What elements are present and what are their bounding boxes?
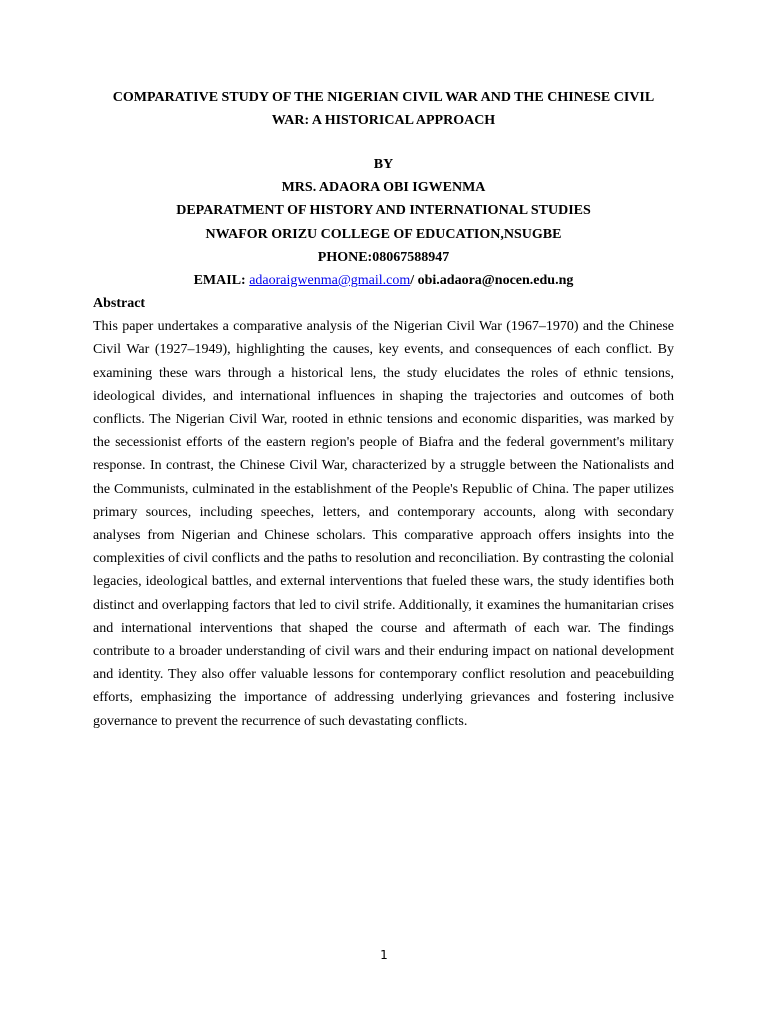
- abstract-body: This paper undertakes a comparative analysis of the Nigerian Civil War (1967–1970) and the Chinese Civil War (1927–1949), highlighting the causes, key events, and consequences of each conflict. By examining these wars through a historical lens, the study elucidates the roles of ethnic tensions, ideological divides, and international influences in shaping the trajectories and outcomes of both conflicts. The Nigerian Civil War, rooted in ethnic tensions and economic disparities, was marked by the secessionist efforts of the eastern region's people of Biafra and the federal government's military response. In contrast, the Chinese Civil War, characterized by a struggle between the Nationalists and the Communists, culminated in the establishment of the People's Republic of China. The paper utilizes primary sources, including speeches, letters, and contemporary accounts, along with secondary analyses from Nigerian and Chinese scholars. This comparative approach offers insights into the complexities of civil conflicts and the paths to resolution and reconciliation. By contrasting the colonial legacies, ideological battles, and external interventions that fueled these wars, the study identifies both distinct and overlapping factors that led to civil strife. Additionally, it examines the humanitarian crises and international interventions that shaped the course and aftermath of each war. The findings contribute to a broader understanding of civil wars and their enduring impact on national development and identity. They also offer valuable lessons for contemporary conflict resolution and peacebuilding efforts, emphasizing the importance of addressing underlying grievances and fostering inclusive governance to prevent the recurrence of such devastating conflicts.: [93, 319, 674, 729]
- abstract-section: [93, 292, 674, 733]
- paper-title: COMPARATIVE STUDY OF THE NIGERIAN CIVIL WAR AND THE CHINESE CIVIL WAR: A HISTORICAL APPROACH: [112, 90, 655, 128]
- by-label: BY: [373, 157, 394, 172]
- abstract-heading: Abstract: [93, 296, 146, 311]
- author-name: MRS. ADAORA OBI IGWENMA: [281, 180, 486, 196]
- institution-name: NWAFOR ORIZU COLLEGE OF EDUCATION,NSUGBE: [205, 226, 562, 242]
- email-label: EMAIL:: [193, 273, 250, 289]
- page-number: 1: [380, 948, 388, 962]
- email-separator: /: [410, 273, 418, 289]
- email-link-primary[interactable]: adaoraigwenma@gmail.com: [249, 273, 411, 289]
- email-line: [93, 269, 674, 292]
- phone-number: PHONE:08067588947: [317, 249, 450, 265]
- email-secondary: obi.adaora@nocen.edu.ng: [417, 273, 574, 289]
- author-block: [93, 153, 674, 292]
- department-name: DEPARATMENT OF HISTORY AND INTERNATIONAL STUDIES: [176, 203, 591, 219]
